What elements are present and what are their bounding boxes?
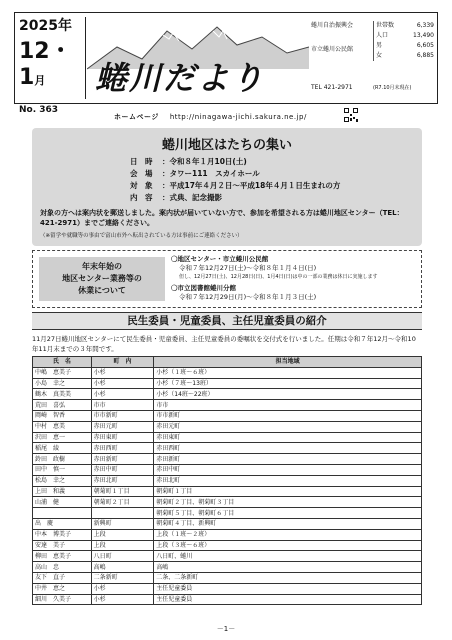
event-row-key: 内 容 (130, 193, 153, 202)
cell-name (33, 508, 92, 519)
cell-town: 二条新町 (91, 572, 154, 583)
cell-area: 上段（３班～６班） (154, 540, 422, 551)
holiday-info (171, 255, 417, 302)
table-row (33, 475, 422, 486)
cell-area: 市市 (154, 400, 422, 411)
cell-name: 鈴田 政樹 (33, 454, 92, 465)
stat-row (376, 51, 434, 61)
cell-town: 小杉 (91, 389, 154, 400)
cell-area: 朝菊町５丁目、朝菊町６丁目 (154, 508, 422, 519)
issue-months (19, 39, 85, 94)
commissioner-table (32, 356, 422, 605)
holiday-label-line: 休業について (78, 286, 126, 295)
stat-label: 男 (376, 42, 383, 49)
table-row (33, 508, 422, 519)
cell-town: 上段 (91, 529, 154, 540)
table-row (33, 572, 422, 583)
table-row (33, 432, 422, 443)
col-header-name: 氏 名 (33, 357, 92, 368)
issue-year: 2025年 (19, 18, 72, 34)
cell-area: 赤田北町 (154, 475, 422, 486)
cell-town: 小杉 (91, 594, 154, 605)
cell-town: 高嶋 (91, 562, 154, 573)
cell-area: 小杉（14班～22班） (154, 389, 422, 400)
cell-town (91, 508, 154, 519)
cell-town: 上段 (91, 540, 154, 551)
cell-area: 赤田西町 (154, 443, 422, 454)
cell-name: 荒田 喜弘 (33, 400, 92, 411)
issue-block (19, 17, 86, 115)
population-stats (373, 21, 434, 61)
cell-town: 赤田東町 (91, 432, 154, 443)
stat-value: 6,339 (416, 22, 434, 29)
table-row (33, 551, 422, 562)
cell-town: 小杉 (91, 583, 154, 594)
newsletter-title: 蜷川だより (95, 59, 266, 97)
stat-label: 女 (376, 52, 383, 59)
cell-name: 細川 久美子 (33, 594, 92, 605)
table-row (33, 400, 422, 411)
cell-area: 赤田東町 (154, 432, 422, 443)
cell-name: 出 慶 (33, 518, 92, 529)
cell-area: 主任児童委員 (154, 594, 422, 605)
event-row (130, 180, 340, 192)
cell-area: 市市新町 (154, 410, 422, 421)
homepage-label: ホームページ (114, 113, 159, 121)
section-intro: 11月27日蜷川地区センターにて民生委員・児童委員、主任児童委員の委嘱状を交付式を行いました。任期は令和７年12月～令和10年11月末までの３年間です。 (32, 335, 416, 353)
cell-name: 沢田 恵一 (33, 432, 92, 443)
holiday-label (39, 257, 165, 301)
cell-area: 八日町、蜷川 (154, 551, 422, 562)
qr-code-icon[interactable] (344, 108, 358, 122)
newsletter-page (14, 12, 438, 632)
table-row (33, 540, 422, 551)
table-row (33, 410, 422, 421)
issue-months-value: 12・1 (19, 39, 72, 90)
event-row-value: ：令和８年１月10日(土) (162, 157, 247, 166)
cell-name: 安達 美子 (33, 540, 92, 551)
event-row-key: 日 時 (130, 157, 153, 166)
event-details (130, 156, 340, 204)
stat-value: 13,490 (413, 32, 434, 39)
cell-name: 上田 和義 (33, 486, 92, 497)
cell-town: 赤田中町 (91, 464, 154, 475)
event-row-key: 対 象 (130, 181, 153, 190)
event-footnote: （※留学や就職等の事由で富山市外へ転出されている方は事前にご連絡ください） (40, 233, 243, 239)
table-row (33, 421, 422, 432)
cell-town: 八日町 (91, 551, 154, 562)
col-header-town: 町 内 (91, 357, 154, 368)
stat-row (376, 21, 434, 31)
holiday-item-head: 〇市立図書館蜷川分館 (171, 284, 236, 292)
event-row (130, 168, 340, 180)
cell-name: 松島 幸之 (33, 475, 92, 486)
stat-value: 6,605 (416, 42, 434, 49)
event-row-value: ：タワー111 スカイホール (162, 169, 260, 178)
cell-name: 小島 幸之 (33, 378, 92, 389)
stat-row (376, 41, 434, 51)
table-row (33, 367, 422, 378)
cell-name: 稲尾 綾 (33, 443, 92, 454)
table-row (33, 389, 422, 400)
cell-area: 高嶋 (154, 562, 422, 573)
section-heading: 民生委員・児童委員、主任児童委員の紹介 (32, 312, 422, 330)
cell-name: 山浦 健 (33, 497, 92, 508)
event-row-value: ：式典、記念撮影 (162, 193, 222, 202)
cell-town: 小杉 (91, 378, 154, 389)
table-row (33, 486, 422, 497)
stat-row (376, 31, 434, 41)
event-row-value: ：平成17年４月２日～平成18年４月１日生まれの方 (162, 181, 341, 190)
holiday-item-line: 但し、12月27日(土)、12月28日(日)、1月4日(日)は中の一部の業務は休日に実施します (179, 274, 378, 280)
table-row (33, 518, 422, 529)
holiday-closure-box (32, 250, 422, 308)
cell-area: 小杉（１班～６班） (154, 367, 422, 378)
cell-name: 田中 慎一 (33, 464, 92, 475)
stats-note: (R7.10月末現在) (373, 85, 412, 91)
homepage-url[interactable]: http://ninagawa-jichi.sakura.ne.jp/ (169, 113, 307, 121)
event-row (130, 156, 340, 168)
publisher-org (311, 21, 371, 55)
stat-label: 世帯数 (376, 22, 395, 29)
org-line: 蜷川自治振興会 (311, 22, 354, 29)
event-body: 対象の方へは案内状を郵送しました。案内状が届いていない方で、参加を希望される方は蜷川地区センター（TEL：421-2971）までご連絡ください。 (40, 209, 404, 227)
cell-area: 主任児童委員 (154, 583, 422, 594)
page-number: －1－ (216, 625, 236, 633)
cell-name: 中村 恵美 (33, 421, 92, 432)
cell-town: 朝菊町２丁目 (91, 497, 154, 508)
table-row (33, 529, 422, 540)
title-banner (87, 19, 309, 99)
cell-area: 上段（１班～２班） (154, 529, 422, 540)
cell-area: 朝菊町４丁目、新興町 (154, 518, 422, 529)
cell-town: 新興町 (91, 518, 154, 529)
cell-name: 柳田 恵美子 (33, 551, 92, 562)
cell-town: 赤田新町 (91, 454, 154, 465)
cell-town: 市市 (91, 400, 154, 411)
holiday-item-line: 令和７年12月27日(土)～令和８年１月４日(日) (179, 264, 317, 272)
cell-area: 赤田元町 (154, 421, 422, 432)
cell-name: 中嶋 恵美子 (33, 367, 92, 378)
cell-area: 小杉（７班～13班） (154, 378, 422, 389)
table-row (33, 454, 422, 465)
publisher-tel: TEL 421-2971 (311, 84, 353, 91)
publisher-block (311, 17, 433, 99)
table-row (33, 464, 422, 475)
event-row-key: 会 場 (130, 169, 153, 178)
cell-town: 赤田北町 (91, 475, 154, 486)
masthead (14, 12, 438, 115)
table-body (33, 367, 422, 605)
homepage-line (114, 112, 307, 122)
table-row (33, 378, 422, 389)
cell-area: 赤田中町 (154, 464, 422, 475)
issue-month-suffix: 月 (34, 74, 46, 87)
cell-area: 二条、二条新町 (154, 572, 422, 583)
holiday-item-line: 令和７年12月29日(月)～令和８年１月３日(土) (179, 293, 317, 301)
cell-town: 赤田元町 (91, 421, 154, 432)
cell-town: 小杉 (91, 367, 154, 378)
holiday-item-head: 〇地区センター・市立蜷川公民館 (171, 255, 269, 263)
cell-area: 朝菊町２丁目、朝菊町３丁目 (154, 497, 422, 508)
cell-area: 朝菊町１丁目 (154, 486, 422, 497)
stat-label: 人口 (376, 32, 389, 39)
table-header-row (33, 357, 422, 368)
table-row (33, 497, 422, 508)
cell-name: 中本 博美子 (33, 529, 92, 540)
stat-value: 6,885 (416, 52, 434, 59)
table-row (33, 594, 422, 605)
cell-name: 友下 直子 (33, 572, 92, 583)
cell-name: 鶴木 真美美 (33, 389, 92, 400)
cell-name: 高山 忠 (33, 562, 92, 573)
table-row (33, 562, 422, 573)
cell-name: 中井 恵之 (33, 583, 92, 594)
holiday-label-line: 地区センター業務等の (62, 274, 142, 283)
cell-name: 岡崎 智香 (33, 410, 92, 421)
event-title: 蜷川地区はたちの集い (161, 138, 292, 153)
cell-area: 赤田新町 (154, 454, 422, 465)
org-line: 市立蜷川公民館 (311, 46, 354, 53)
cell-town: 朝菊町１丁目 (91, 486, 154, 497)
coming-of-age-event-box (32, 128, 422, 246)
cell-town: 赤田西町 (91, 443, 154, 454)
table-row (33, 443, 422, 454)
holiday-label-line: 年末年始の (82, 262, 122, 271)
cell-town: 市市新町 (91, 410, 154, 421)
issue-number: No. 363 (19, 105, 59, 115)
event-row (130, 192, 340, 204)
table-row (33, 583, 422, 594)
col-header-area: 担当地域 (154, 357, 422, 368)
